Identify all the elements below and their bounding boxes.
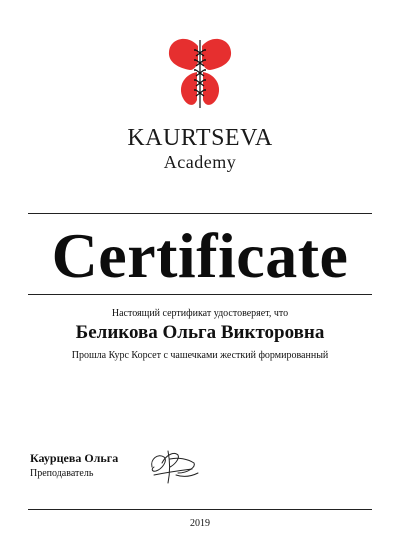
- signatory-role: Преподаватель: [30, 468, 94, 479]
- certificate-title: Certificate: [51, 220, 349, 291]
- signatory-name: Каурцева Ольга: [30, 451, 119, 465]
- butterfly-logo-icon: [168, 36, 232, 110]
- brand-name: KAURTSEVA: [127, 125, 273, 151]
- brand-subtitle: Academy: [163, 152, 237, 172]
- handwritten-signature-icon: [148, 445, 200, 487]
- course-description: Прошла Курс Корсет с чашечками жесткий формированный: [71, 350, 329, 361]
- divider-bottom: [28, 509, 372, 510]
- divider-top: [28, 213, 372, 214]
- divider-middle: [28, 294, 372, 295]
- certificate-year: 2019: [190, 518, 210, 529]
- recipient-name: Беликова Ольга Викторовна: [75, 322, 325, 343]
- certificate-intro: Настоящий сертификат удостоверяет, что: [111, 308, 289, 319]
